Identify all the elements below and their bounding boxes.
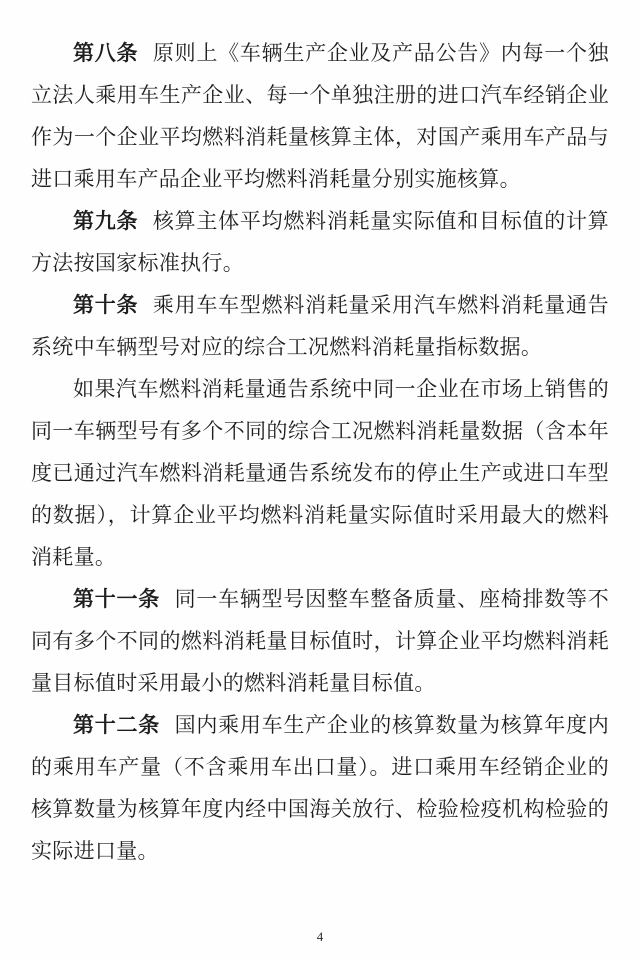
- article-9-label: 第九条: [73, 209, 139, 233]
- article-10-text: 乘用车车型燃料消耗量采用汽车燃料消耗量通告系统中车辆型号对应的综合工况燃料消耗量指标数据。: [31, 293, 609, 359]
- article-8-label: 第八条: [73, 41, 139, 65]
- article-8-text: 原则上《车辆生产企业及产品公告》内每一个独立法人乘用车生产企业、每一个单独注册的进口汽车经销企业作为一个企业平均燃料消耗量核算主体，对国产乘用车产品与进口乘用车产品企业平均燃料消耗量分别实施核算。: [31, 41, 609, 191]
- paragraph-article-9: [31, 200, 609, 284]
- article-12-label: 第十二条: [73, 713, 160, 737]
- article-11-label: 第十一条: [73, 587, 160, 611]
- article-10-continuation-text: 如果汽车燃料消耗量通告系统中同一企业在市场上销售的同一车辆型号有多个不同的综合工况燃料消耗量数据（含本年度已通过汽车燃料消耗量通告系统发布的停止生产或进口车型的数据），计算企业平均燃料消耗量实际值时采用最大的燃料消耗量。: [31, 377, 609, 569]
- paragraph-article-12: [31, 704, 609, 872]
- article-12-text: 国内乘用车生产企业的核算数量为核算年度内的乘用车产量（不含乘用车出口量）。进口乘用车经销企业的核算数量为核算年度内经中国海关放行、检验检疫机构检验的实际进口量。: [31, 713, 610, 863]
- paragraph-article-10: [31, 284, 609, 368]
- document-body: [31, 32, 609, 872]
- paragraph-article-8: [31, 32, 609, 200]
- paragraph-article-10-continuation: [31, 368, 609, 578]
- article-10-label: 第十条: [73, 293, 139, 317]
- article-9-text: 核算主体平均燃料消耗量实际值和目标值的计算方法按国家标准执行。: [31, 209, 609, 275]
- article-11-text: 同一车辆型号因整车整备质量、座椅排数等不同有多个不同的燃料消耗量目标值时，计算企业平均燃料消耗量目标值时采用最小的燃料消耗量目标值。: [31, 587, 610, 695]
- page-number: 4: [316, 929, 324, 944]
- paragraph-article-11: [31, 578, 609, 704]
